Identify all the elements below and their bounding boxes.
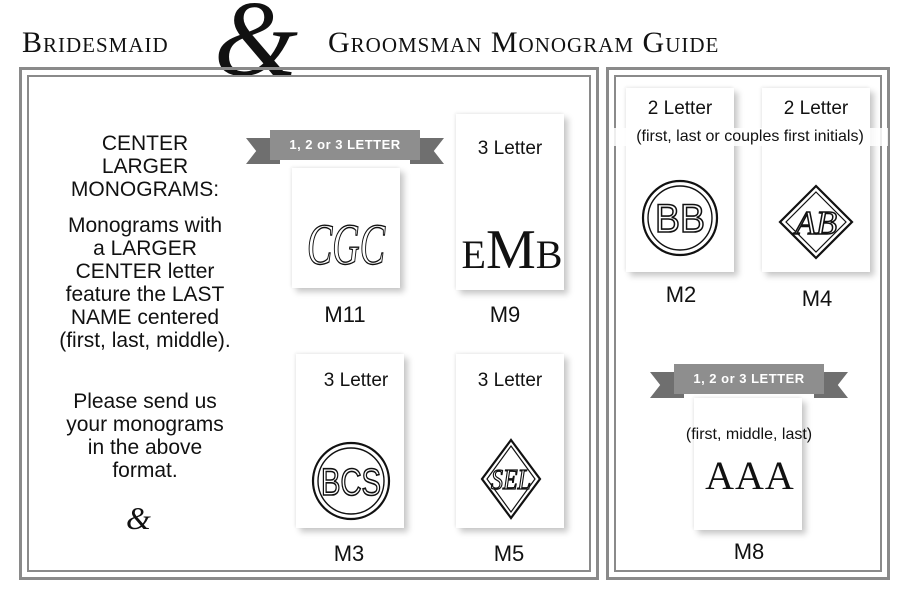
code-m8: M8 [733,539,765,564]
code-m4: M4 [801,286,833,311]
ampersand-ornament: & [214,0,299,99]
ribbon-left [270,130,420,162]
caption-m3: 3 Letter [323,370,389,391]
code-m9: M9 [489,302,521,327]
title-bridesmaid: Bridesmaid [22,26,169,59]
monogram-m5-letters: SEL [491,465,531,496]
monogram-m3-letters: BCS [321,462,381,504]
monogram-m9-first: E [461,232,486,277]
monogram-m2-letters: BB [655,197,705,241]
code-m2: M2 [665,282,697,307]
small-ampersand-ornament: & [126,500,151,536]
instructions-paragraph-2: Please send us your monograms in the above format. [66,390,224,482]
monogram-m9 [456,218,568,282]
monogram-m9-center: M [485,219,536,281]
instructions-heading: CENTER LARGER MONOGRAMS: [70,132,220,201]
monogram-m9-last: B [535,232,563,277]
two-letter-note: (first, last or couples first initials) [612,128,888,146]
monogram-m5-diamond [480,438,542,520]
ribbon-right-label: 1, 2 or 3 LETTER [674,364,824,394]
caption-m4: 2 Letter [783,98,849,119]
instructions-paragraph-1: Monograms with a LARGER CENTER letter feature the LAST NAME centered (first, last, middle). [59,214,231,352]
caption-m9: 3 Letter [477,138,543,159]
monogram-m3-circle [310,440,392,522]
monogram-m4-diamond [778,184,854,260]
monogram-m4-letters: AB [792,205,838,242]
monogram-m11-letters: CGC [307,212,386,277]
code-m5: M5 [493,541,525,566]
ribbon-label: 1, 2 or 3 LETTER [270,130,420,160]
caption-m8: (first, middle, last) [685,426,813,443]
ribbon-right [674,364,824,396]
code-m11: M11 [324,302,366,327]
title-groomsman-monogram-guide: Groomsman Monogram Guide [328,26,720,59]
monogram-m8: AAA [705,453,795,498]
caption-m5: 3 Letter [477,370,543,391]
monogram-m2-circle [640,178,720,258]
caption-m2: 2 Letter [647,98,713,119]
code-m3: M3 [333,541,365,566]
monogram-m11-vine [304,206,388,278]
